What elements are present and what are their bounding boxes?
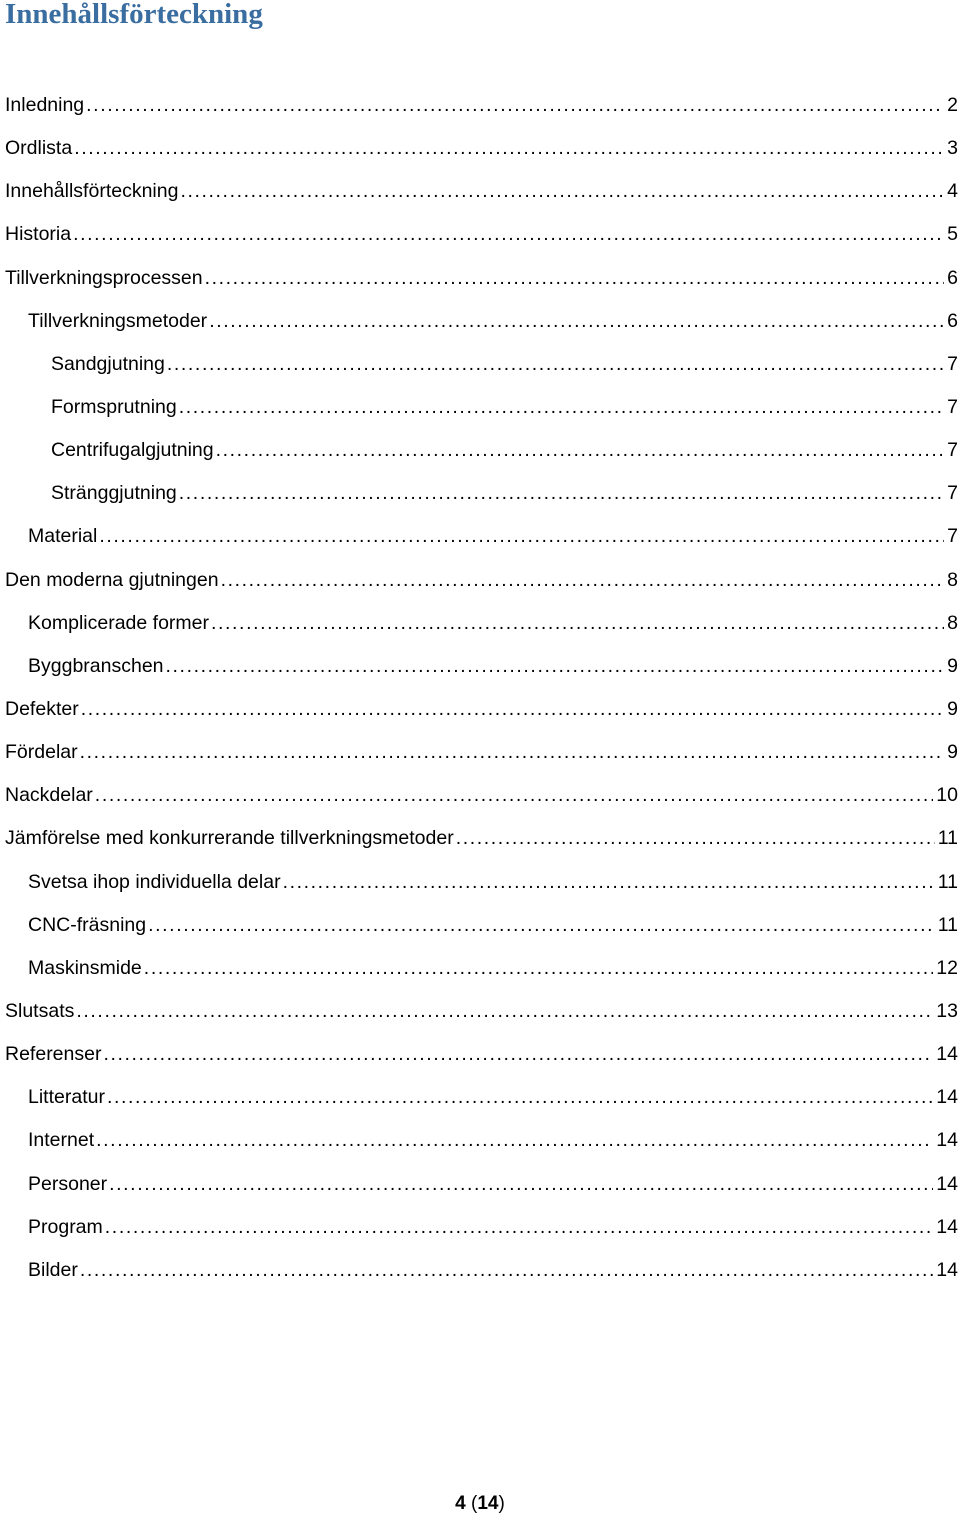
toc-entry[interactable]: [0, 515, 960, 558]
toc-entry-page: 14: [936, 1215, 958, 1238]
toc-dot-leader: [167, 343, 944, 386]
toc-entry-title: Historia: [5, 223, 72, 246]
toc-entry[interactable]: [0, 774, 960, 817]
toc-entry-title: Maskinsmide: [28, 956, 142, 979]
toc-entry-page: 7: [947, 395, 958, 418]
toc-dot-leader: [109, 1163, 933, 1206]
toc-entry-title: Inledning: [5, 94, 85, 116]
table-of-contents: [0, 84, 960, 1292]
toc-entry[interactable]: [0, 1163, 960, 1206]
toc-entry-page: 14: [936, 1129, 958, 1152]
toc-dot-leader: [209, 300, 944, 343]
toc-dot-leader: [205, 257, 945, 300]
total-page-count: 14: [477, 1493, 499, 1514]
toc-entry[interactable]: [0, 688, 960, 731]
toc-entry[interactable]: [0, 429, 960, 472]
toc-entry[interactable]: [0, 213, 960, 256]
toc-entry[interactable]: [0, 127, 960, 170]
toc-entry[interactable]: [0, 861, 960, 904]
toc-entry-page: 7: [947, 352, 958, 375]
toc-entry[interactable]: [0, 559, 960, 602]
toc-entry[interactable]: [0, 386, 960, 429]
toc-entry-title: Personer: [28, 1172, 108, 1195]
toc-entry-page: 12: [936, 956, 958, 979]
toc-entry-title: Material: [28, 525, 98, 548]
toc-entry-title: Program: [28, 1215, 103, 1238]
toc-dot-leader: [148, 904, 935, 947]
toc-entry-page: 3: [947, 137, 958, 160]
toc-entry[interactable]: [0, 1206, 960, 1249]
toc-entry[interactable]: [0, 1076, 960, 1119]
toc-entry[interactable]: [0, 343, 960, 386]
toc-entry-page: 7: [947, 482, 958, 505]
toc-dot-leader: [80, 1249, 933, 1292]
page-number-footer: [0, 1490, 960, 1518]
toc-entry-title: Svetsa ihop individuella delar: [28, 870, 281, 893]
toc-entry[interactable]: [0, 1033, 960, 1076]
toc-entry-page: 14: [936, 1086, 958, 1109]
toc-entry[interactable]: [0, 904, 960, 947]
toc-entry[interactable]: [0, 645, 960, 688]
toc-entry-page: 13: [936, 999, 958, 1022]
toc-entry-page: 7: [947, 525, 958, 548]
toc-dot-leader: [144, 947, 934, 990]
toc-entry-title: Komplicerade former: [28, 611, 209, 634]
toc-entry-title: Stränggjutning: [51, 482, 177, 505]
toc-entry-title: Fördelar: [5, 741, 78, 764]
toc-entry-title: Slutsats: [5, 999, 75, 1022]
toc-dot-leader: [179, 472, 944, 515]
toc-dot-leader: [221, 559, 945, 602]
toc-dot-leader: [180, 170, 944, 213]
toc-entry[interactable]: [0, 257, 960, 300]
toc-entry[interactable]: [0, 990, 960, 1033]
toc-entry-page: 4: [947, 180, 958, 203]
toc-entry[interactable]: [0, 1119, 960, 1162]
toc-entry-page: 14: [936, 1043, 958, 1066]
toc-entry[interactable]: [0, 84, 960, 127]
toc-dot-leader: [96, 1119, 933, 1162]
toc-entry[interactable]: [0, 817, 960, 860]
toc-entry-title: Jämförelse med konkurrerande tillverkningsmetoder: [5, 827, 454, 850]
toc-entry-title: Tillverkningsprocessen: [5, 266, 203, 289]
toc-dot-leader: [86, 84, 944, 127]
toc-entry-page: 8: [947, 611, 958, 634]
toc-entry-page: 7: [947, 439, 958, 462]
toc-entry-title: CNC-fräsning: [28, 913, 147, 936]
toc-entry[interactable]: [0, 472, 960, 515]
toc-entry[interactable]: [0, 1249, 960, 1292]
toc-dot-leader: [73, 213, 944, 256]
toc-entry-title: Formsprutning: [51, 395, 177, 418]
toc-entry-page: 2: [947, 94, 958, 116]
toc-dot-leader: [95, 774, 934, 817]
toc-entry[interactable]: [0, 947, 960, 990]
toc-dot-leader: [107, 1076, 933, 1119]
toc-entry[interactable]: [0, 300, 960, 343]
toc-entry-title: Bilder: [28, 1258, 78, 1281]
toc-dot-leader: [74, 127, 944, 170]
toc-entry-page: 9: [947, 697, 958, 720]
toc-entry-page: 9: [947, 654, 958, 677]
toc-entry-title: Centrifugalgjutning: [51, 439, 214, 462]
toc-entry-page: 6: [947, 266, 958, 289]
toc-dot-leader: [76, 990, 933, 1033]
toc-entry-page: 14: [936, 1172, 958, 1195]
toc-dot-leader: [166, 645, 945, 688]
toc-entry-title: Defekter: [5, 697, 79, 720]
toc-entry[interactable]: [0, 731, 960, 774]
toc-entry-page: 5: [947, 223, 958, 246]
toc-dot-leader: [99, 515, 944, 558]
toc-dot-leader: [179, 386, 944, 429]
toc-dot-leader: [283, 861, 935, 904]
toc-entry-title: Sandgjutning: [51, 352, 165, 375]
toc-entry-title: Ordlista: [5, 137, 73, 160]
toc-entry-page: 10: [936, 784, 958, 807]
page-count-close-paren: ): [498, 1493, 505, 1514]
toc-entry-title: Referenser: [5, 1043, 102, 1066]
toc-entry-page: 11: [937, 913, 958, 936]
toc-dot-leader: [80, 731, 945, 774]
toc-entry-page: 11: [937, 870, 958, 893]
toc-entry-title: Den moderna gjutningen: [5, 568, 219, 591]
toc-entry-page: 8: [947, 568, 958, 591]
toc-dot-leader: [103, 1033, 933, 1076]
toc-dot-leader: [456, 817, 935, 860]
toc-entry-page: 6: [947, 309, 958, 332]
toc-entry-page: 9: [947, 741, 958, 764]
toc-entry-title: Byggbranschen: [28, 654, 164, 677]
toc-entry[interactable]: [0, 602, 960, 645]
page-title: Innehållsförteckning: [5, 0, 263, 30]
toc-entry-title: Internet: [28, 1129, 95, 1152]
toc-entry-title: Tillverkningsmetoder: [28, 309, 208, 332]
toc-entry-page: 11: [937, 827, 958, 850]
toc-entry[interactable]: [0, 170, 960, 213]
toc-dot-leader: [216, 429, 945, 472]
toc-dot-leader: [105, 1206, 934, 1249]
page-count-open-paren: (: [465, 1493, 478, 1514]
toc-entry-page: 14: [936, 1258, 958, 1281]
toc-dot-leader: [81, 688, 944, 731]
current-page-number: 4: [455, 1493, 466, 1514]
toc-entry-title: Litteratur: [28, 1086, 105, 1109]
toc-dot-leader: [211, 602, 944, 645]
toc-entry-title: Nackdelar: [5, 784, 93, 807]
toc-entry-title: Innehållsförteckning: [5, 180, 179, 203]
